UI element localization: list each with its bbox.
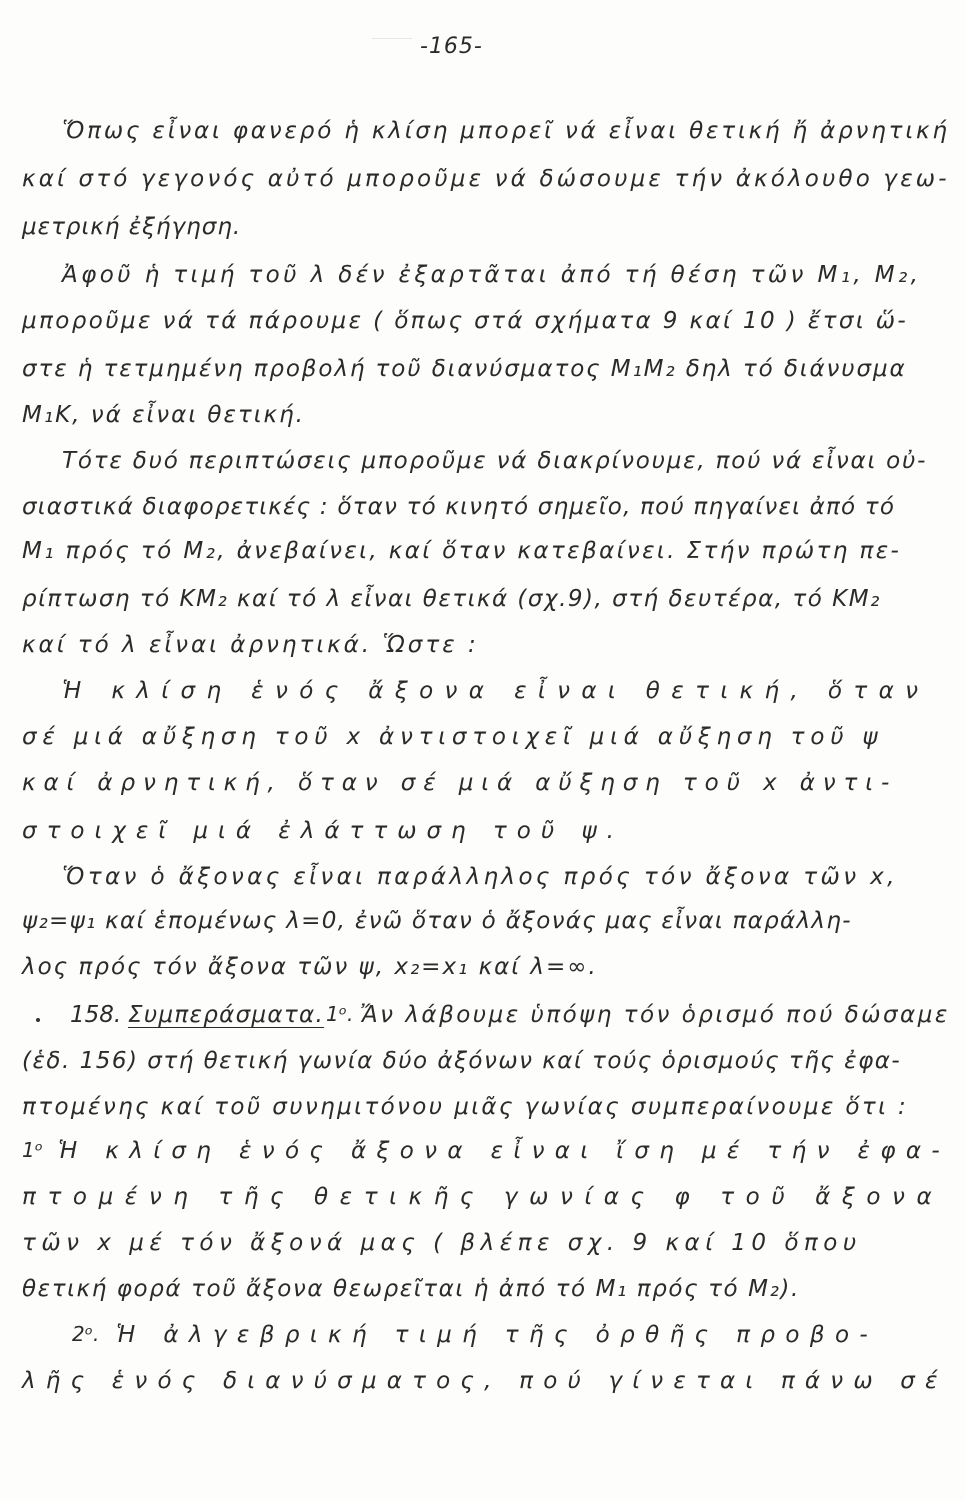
text-line-23: Ἡ κλίση ἑνός ἄξονα εἶναι ἴση μέ τήν ἐφα- [58, 1138, 951, 1164]
text-line-21: (ἑδ. 156) στή θετική γωνία δύο ἀξόνων καί τούς ὁρισμούς τῆς ἐφα- [22, 1048, 902, 1074]
faint-mark [372, 38, 412, 47]
text-line-8: Τότε δυό περιπτώσεις μποροῦμε νά διακρίνουμε, πού νά εἶναι οὐ- [62, 448, 928, 474]
text-line-20: Ἄν λάβουμε ὑπόψη τόν ὁρισμό πού δώσαμε [360, 1002, 950, 1028]
text-line-12: καί τό λ εἶναι ἀρνητικά. Ὥστε : [22, 632, 479, 658]
text-line-17: Ὅταν ὁ ἄξονας εἶναι παράλληλος πρός τόν ἄξονα τῶν x, [62, 864, 898, 890]
text-line-24: πτομένη τῆς θετικῆς γωνίας φ τοῦ ἄξονα [22, 1184, 944, 1210]
text-line-27: Ἡ ἀλγεβρική τιμή τῆς ὀρθῆς προβο- [116, 1322, 879, 1348]
bullet-dot [36, 1018, 40, 1022]
item-1-number: 1ᵒ. [326, 1002, 354, 1026]
text-line-15: καί ἀρνητική, ὅταν σέ μιά αὔξηση τοῦ x ἀντι- [22, 770, 898, 796]
section-number: 158. [70, 1002, 122, 1028]
text-line-25: τῶν x μέ τόν ἄξονά μας ( βλέπε σχ. 9 καί 10 ὅπου [22, 1230, 862, 1256]
text-line-9: σιαστικά διαφορετικές : ὅταν τό κινητό σημεῖο, πού πηγαίνει ἀπό τό [22, 494, 896, 520]
item-2-number: 2ᵒ. [72, 1322, 100, 1346]
text-line-26: θετική φορά τοῦ ἄξονα θεωρεῖται ἡ ἀπό τό M₁ πρός τό M₂). [22, 1276, 800, 1302]
text-line-3: μετρική ἐξήγηση. [22, 214, 242, 240]
text-line-14: σέ μιά αὔξηση τοῦ x ἀντιστοιχεῖ μιά αὔξηση τοῦ ψ [22, 724, 884, 750]
text-line-18: ψ₂=ψ₁ καί ἑπομένως λ=0, ἐνῶ ὅταν ὁ ἄξονάς μας εἶναι παράλλη- [22, 908, 852, 934]
section-title: Συμπεράσματα. [128, 1002, 325, 1028]
text-line-6: στε ἡ τετμημένη προβολή τοῦ διανύσματος M₁M₂ δηλ τό διάνυσμα [22, 356, 907, 382]
text-line-5: μποροῦμε νά τά πάρουμε ( ὅπως στά σχήματα 9 καί 10 ) ἔτσι ὥ- [22, 308, 909, 334]
text-line-19: λος πρός τόν ἄξονα τῶν ψ, x₂=x₁ καί λ=∞. [22, 954, 598, 980]
text-line-1: Ὅπως εἶναι φανερό ἡ κλίση μπορεῖ νά εἶναι θετική ἤ ἀρνητική [62, 118, 950, 144]
text-line-22: πτομένης καί τοῦ συνημιτόνου μιᾶς γωνίας συμπεραίνουμε ὅτι : [22, 1094, 909, 1120]
page-number: -165- [420, 34, 483, 59]
item-1-label: 1ᵒ [22, 1138, 43, 1162]
text-line-16: στοιχεῖ μιά ἐλάττωση τοῦ ψ. [22, 818, 624, 844]
text-line-7: M₁K, νά εἶναι θετική. [22, 402, 305, 428]
text-line-10: M₁ πρός τό M₂, ἀνεβαίνει, καί ὅταν κατεβαίνει. Στήν πρώτη πε- [22, 538, 902, 564]
text-line-28: λῆς ἑνός διανύσματος, πού γίνεται πάνω σέ [22, 1368, 948, 1394]
text-line-4: Ἀφοῦ ἡ τιμή τοῦ λ δέν ἐξαρτᾶται ἀπό τή θέση τῶν M₁, M₂, [62, 262, 922, 288]
text-line-2: καί στό γεγονός αὐτό μποροῦμε νά δώσουμε τήν ἀκόλουθο γεω- [22, 166, 950, 192]
text-line-11: ρίπτωση τό KM₂ καί τό λ εἶναι θετικά (σχ.9), στή δευτέρα, τό KM₂ [22, 586, 881, 612]
text-line-13: Ἡ κλίση ἑνός ἄξονα εἶναι θετική, ὅταν [62, 678, 930, 704]
